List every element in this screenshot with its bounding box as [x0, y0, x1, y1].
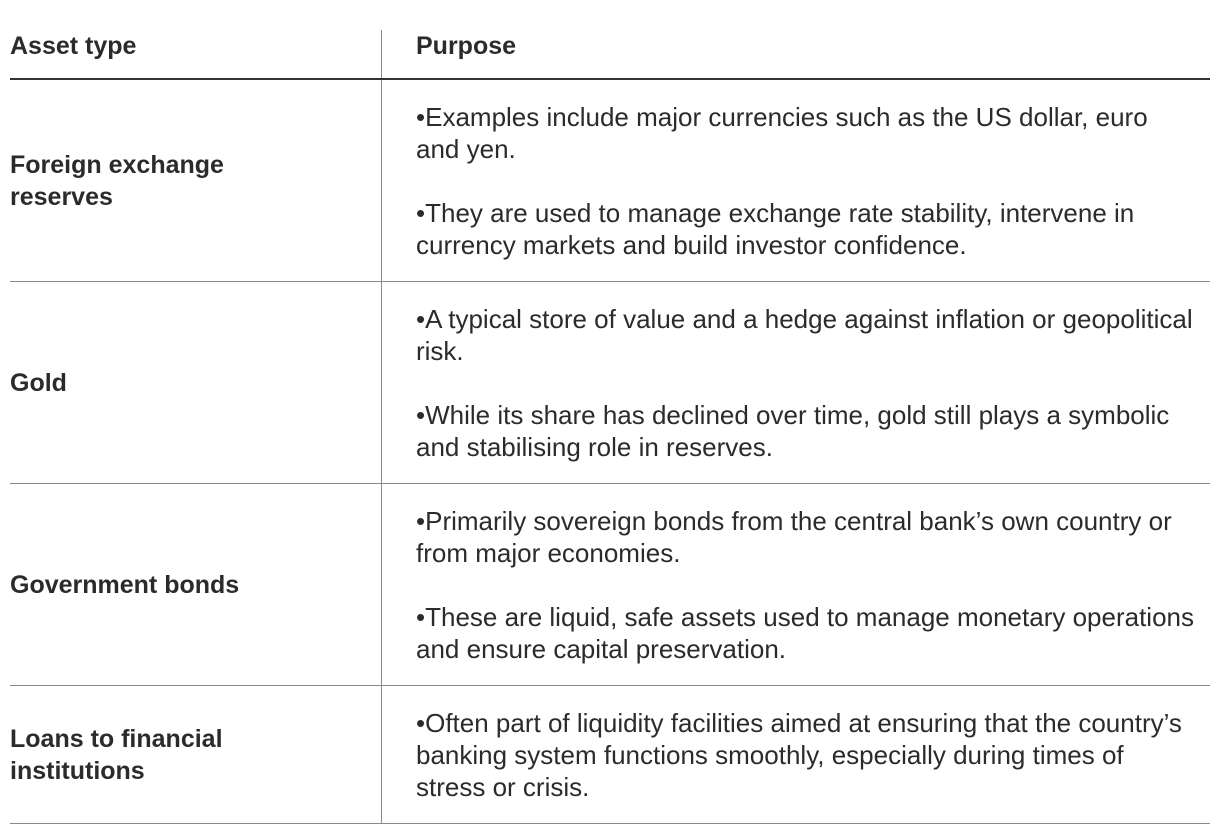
asset-type-label: Foreign exchange reserves	[10, 150, 224, 211]
purpose-point: •Examples include major currencies such as the US dollar, euro and yen.	[416, 101, 1148, 164]
asset-type-label: Government bonds	[10, 570, 240, 599]
header-asset-type: Asset type	[10, 32, 137, 60]
purpose-point: •A typical store of value and a hedge against inflation or geopolitical risk.	[416, 303, 1193, 366]
purpose-point: •While its share has declined over time, gold still plays a symbolic and stabilising role in reserves.	[416, 399, 1170, 462]
table-row	[10, 484, 1210, 686]
purpose-point: •These are liquid, safe assets used to manage monetary operations and ensure capital preservation.	[416, 601, 1194, 664]
asset-type-label: Loans to financial institutions	[10, 724, 223, 785]
purpose-point: •They are used to manage exchange rate stability, intervene in currency markets and build investor confidence.	[416, 197, 1135, 260]
purpose-point: •Primarily sovereign bonds from the central bank’s own country or from major economies.	[416, 505, 1172, 568]
table-header-row	[10, 30, 1210, 80]
table-row	[10, 686, 1210, 824]
asset-type-label: Gold	[10, 368, 67, 397]
asset-table	[10, 30, 1210, 824]
asset-type-cell	[10, 484, 382, 685]
table-row	[10, 80, 1210, 282]
header-purpose-cell	[382, 30, 1210, 78]
purpose-cell	[382, 686, 1210, 823]
asset-type-cell	[10, 686, 382, 823]
header-asset-type-cell	[10, 30, 382, 78]
asset-type-cell	[10, 80, 382, 281]
asset-type-cell	[10, 282, 382, 483]
purpose-cell	[382, 282, 1210, 483]
table-row	[10, 282, 1210, 484]
header-purpose: Purpose	[416, 32, 517, 60]
purpose-cell	[382, 484, 1210, 685]
purpose-point: •Often part of liquidity facilities aimed at ensuring that the country’s banking system functions smoothly, especially during times of stress or crisis.	[416, 707, 1182, 802]
purpose-cell	[382, 80, 1210, 281]
